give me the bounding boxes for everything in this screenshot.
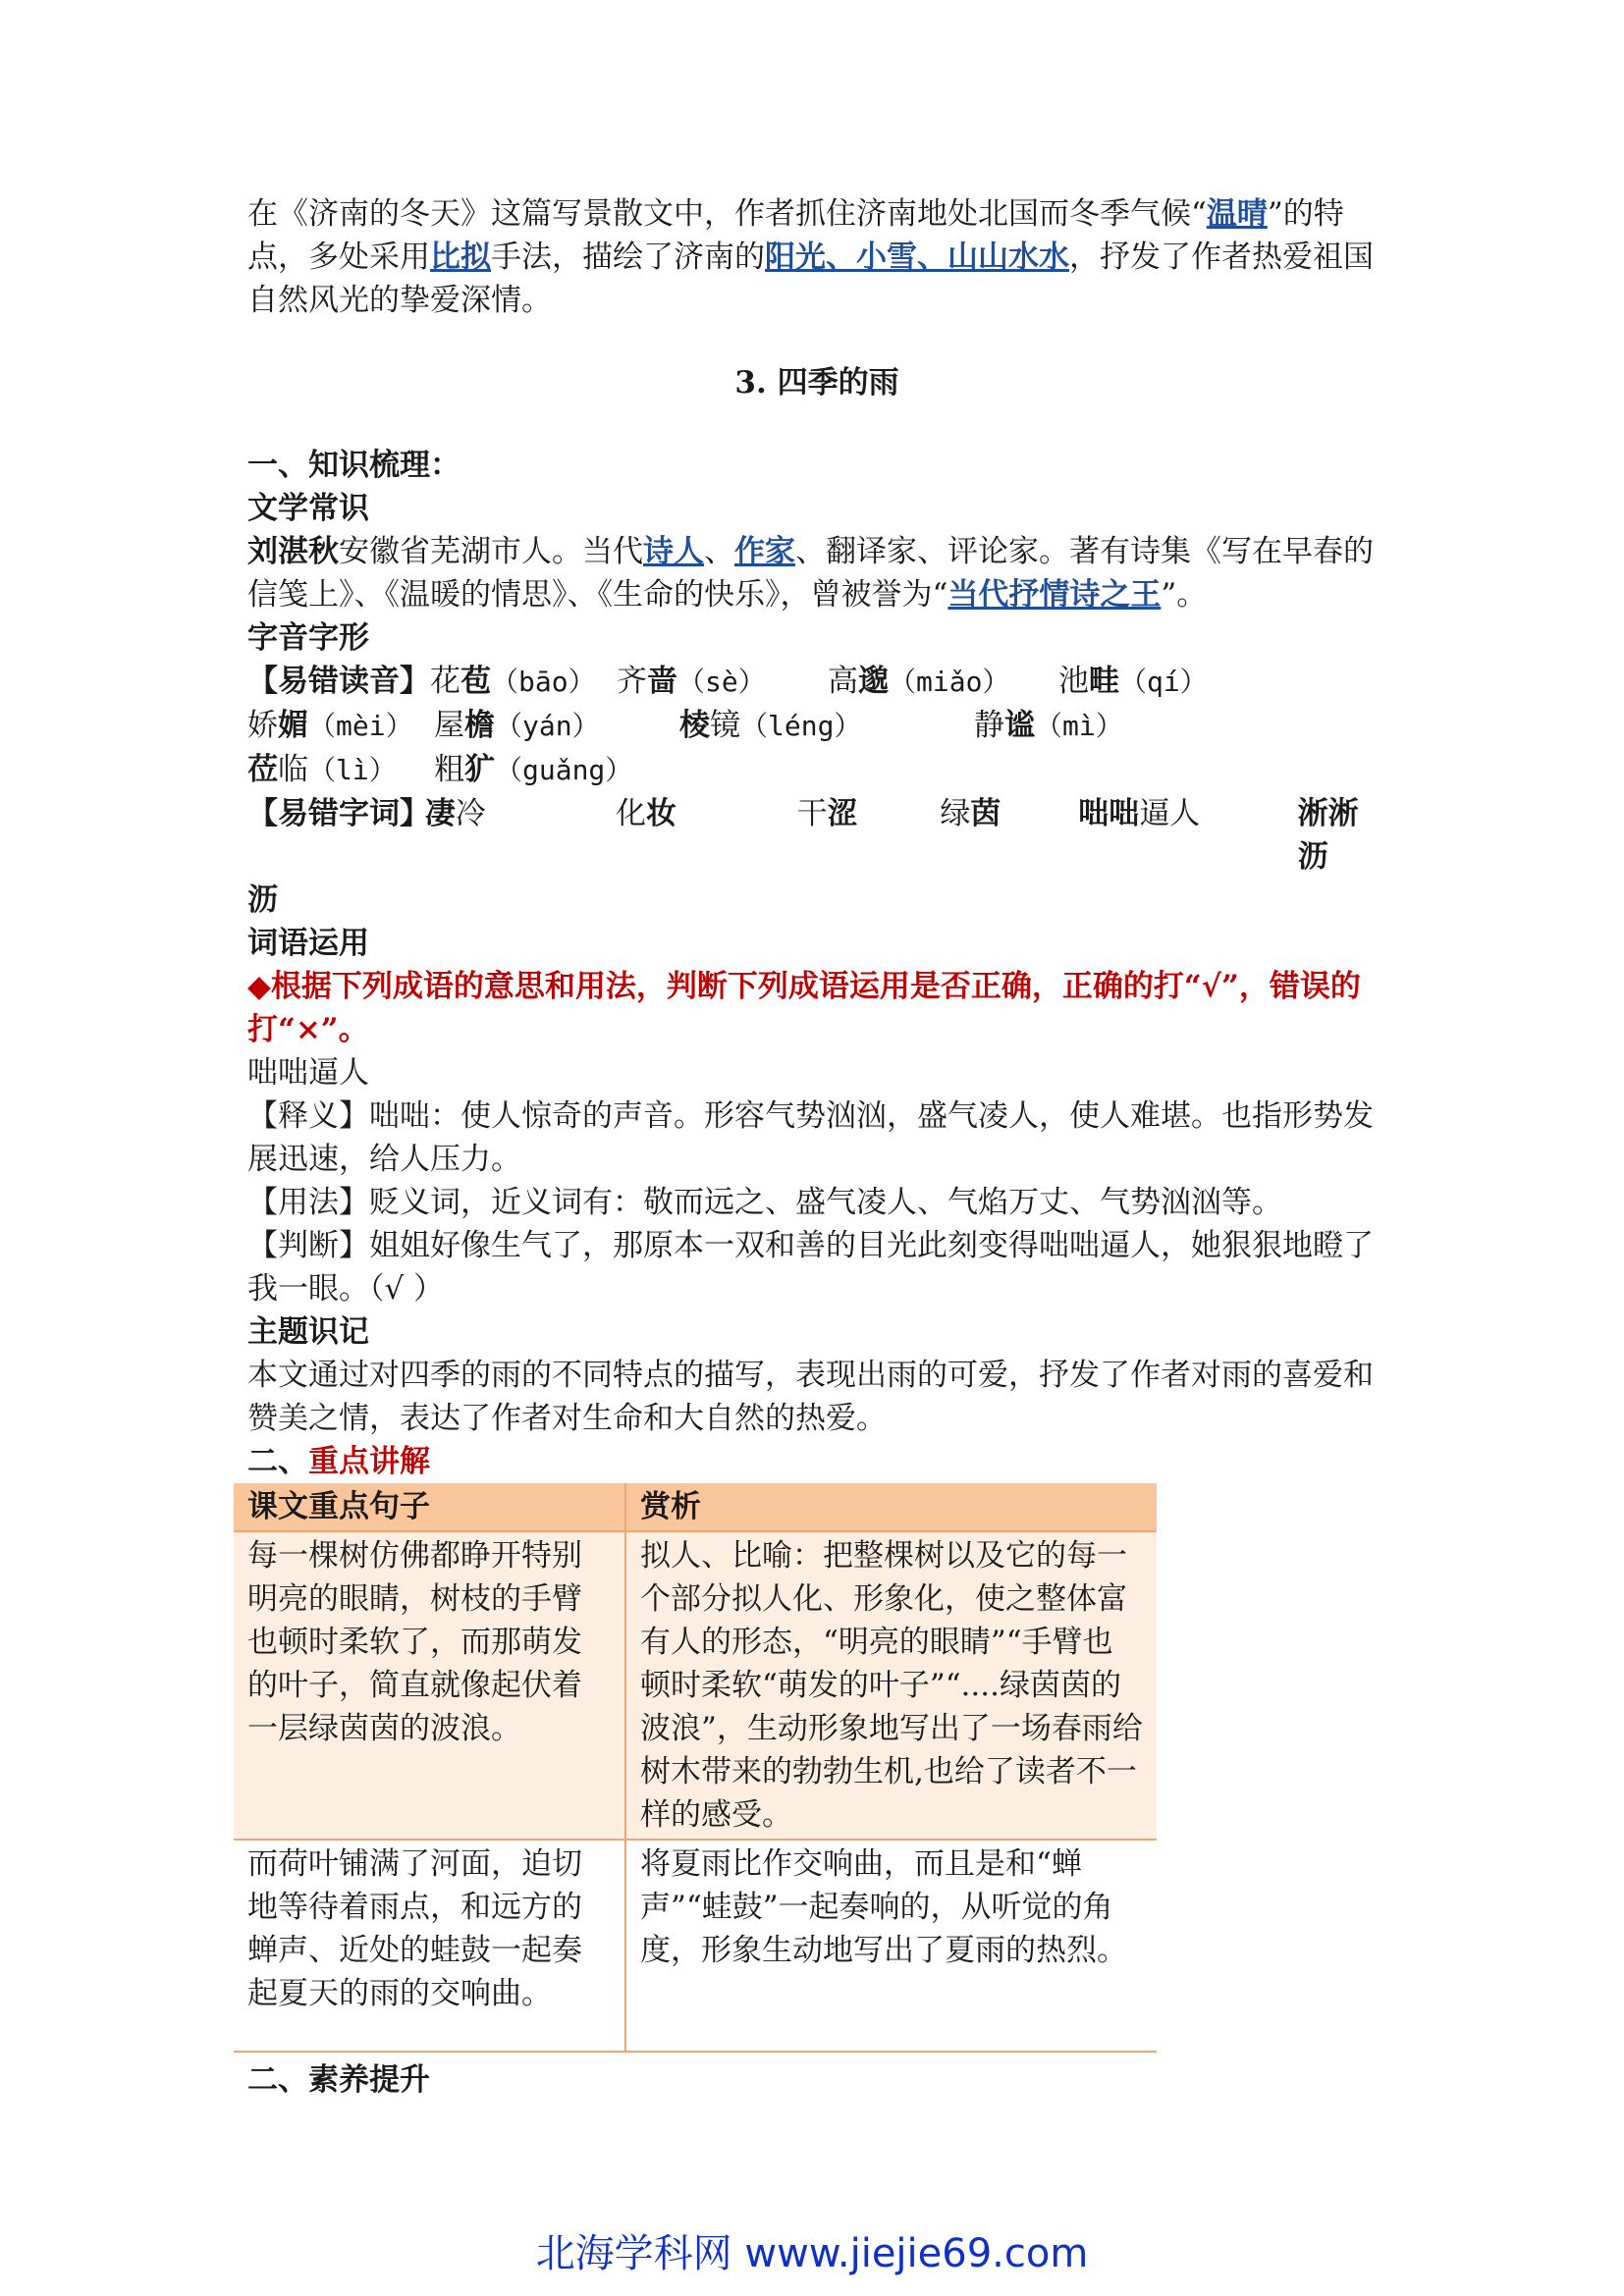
intro-text: 手法，描绘了济南的 [491, 240, 765, 275]
spelling-plain: 干 [796, 796, 828, 831]
pron-pinyin: （guǎng） [495, 754, 633, 786]
spelling-plain: 冷 [455, 796, 486, 831]
pron-item [974, 704, 1123, 748]
theme-heading: 主题识记 [247, 1314, 369, 1350]
spelling-item [616, 792, 797, 879]
pron-bold-char: 檐 [464, 708, 495, 743]
keyword-bini[interactable]: 比拟 [430, 240, 491, 275]
pron-bold-char: 谧 [1004, 708, 1035, 743]
pron-item [617, 660, 828, 704]
literature-heading: 文学常识 [247, 491, 369, 526]
pronunciation-label: 【易错读音】 [247, 664, 430, 699]
keyword-scenery[interactable]: 阳光、小雪、山山水水 [765, 240, 1069, 275]
keyword-lyric-king[interactable]: 当代抒情诗之王 [947, 577, 1162, 613]
pron-bold-char: 莅 [247, 752, 278, 787]
pron-pinyin: （mì） [1035, 710, 1123, 742]
footer-watermark: 北海学科网 www.jiejie69.com [535, 2231, 1089, 2276]
pron-item [434, 704, 679, 748]
pron-bold-char: 啬 [647, 664, 677, 699]
part3-heading: 二、素养提升 [247, 2062, 430, 2098]
spelling-bold: 妆 [646, 796, 677, 831]
pron-char: 高 [828, 664, 858, 699]
vocab-usage: 【用法】贬义词，近义词有：敬而远之、盛气凌人、气焰万丈、气势汹汹等。 [247, 1185, 1282, 1220]
pron-char: 池 [1058, 664, 1089, 699]
pron-bold-char: 苞 [460, 664, 491, 699]
pron-pinyin: （qí） [1119, 666, 1208, 698]
spelling-item [1078, 792, 1297, 879]
spelling-item [797, 792, 941, 879]
pronunciation-heading: 字音字形 [247, 620, 369, 656]
pron-char: 齐 [617, 664, 647, 699]
table-cell: 每一棵树仿佛都睁开特别明亮的眼睛，树枝的手臂也顿时柔软了，而那萌发的叶子，简直就像起伏着一层绿茵茵的波浪。 [234, 1531, 625, 1840]
spelling-bold: 凄 [424, 796, 456, 831]
spelling-item [940, 792, 1078, 879]
spelling-row [247, 792, 1386, 879]
vocab-heading: 词语运用 [247, 926, 369, 961]
pron-pinyin: （bāo） [491, 666, 596, 698]
spelling-plain: 逼人 [1139, 796, 1201, 831]
pron-bold-char: 畦 [1089, 664, 1119, 699]
pronunciation-row [247, 748, 1386, 792]
pron-char: 粗 [434, 752, 464, 787]
vocab-idiom: 咄咄逼人 [247, 1055, 369, 1091]
table-cell: 拟人、比喻：把整棵树以及它的每一个部分拟人化、形象化，使之整体富有人的形态，“明亮的眼睛”“手臂也顿时柔软“萌发的叶子”“....绿茵茵的波浪”，生动形象地写出了一场春雨给树木带来的勃勃生机,也给了读者不一样的感受。 [625, 1531, 1157, 1840]
part2-heading-prefix: 二、 [247, 1444, 308, 1479]
keyword-writer[interactable]: 作家 [734, 534, 795, 569]
spelling-bold: 咄咄 [1078, 796, 1140, 831]
table-header: 课文重点句子 [234, 1483, 625, 1531]
document-body [247, 192, 1386, 2102]
pron-bold-char: 犷 [464, 752, 495, 787]
vocab-instruction: ◆根据下列成语的意思和用法，判断下列成语运用是否正确，正确的打“√”，错误的打“×”。 [247, 969, 1361, 1047]
pron-bold-char: 棱 [679, 708, 710, 743]
intro-text: ，抒发了作者热爱祖国自然风光的挚爱深情。 [247, 240, 1374, 318]
author-text: 、翻译家、评论家。著有诗集《写在早春的信笺上》、《温暖的情思》、《生命的快乐》，曾被誉为“ [247, 534, 1374, 613]
author-text: ”。 [1161, 577, 1208, 613]
spelling-bold: 茵 [970, 796, 1001, 831]
spelling-bold: 淅淅沥 [1297, 796, 1359, 875]
pron-item [247, 704, 434, 748]
pron-char: 娇 [247, 708, 278, 743]
pron-item [679, 704, 974, 748]
intro-text: ”的特点，多处采用 [247, 196, 1344, 275]
pron-pinyin: （sè） [677, 666, 766, 698]
section-title: 3. 四季的雨 [734, 365, 899, 400]
spelling-plain: 绿 [940, 796, 971, 831]
pron-item [434, 748, 632, 792]
table-header-row [234, 1483, 1157, 1531]
analysis-table [234, 1483, 1157, 2053]
pron-char: 镜 [710, 708, 740, 743]
keyword-wenqing[interactable]: 温晴 [1206, 196, 1268, 232]
keyword-poet[interactable]: 诗人 [643, 534, 704, 569]
spelling-plain: 化 [616, 796, 647, 831]
pron-pinyin: （yán） [495, 710, 600, 742]
pron-char: 临 [278, 752, 308, 787]
pron-item [828, 660, 1058, 704]
spelling-wrap: 沥 [247, 882, 278, 918]
table-header: 赏析 [625, 1483, 1157, 1531]
author-text: 安徽省芜湖市人。当代 [339, 534, 643, 569]
intro-paragraph [247, 192, 1386, 322]
pron-item [430, 660, 617, 704]
spelling-item [425, 792, 616, 879]
pron-char: 花 [430, 664, 460, 699]
pron-bold-char: 媚 [278, 708, 308, 743]
pron-item [247, 748, 434, 792]
pron-pinyin: （mèi） [308, 710, 413, 742]
pron-char: 屋 [434, 708, 464, 743]
intro-text: 在《济南的冬天》这篇写景散文中，作者抓住济南地处北国而冬季气候“ [247, 196, 1207, 232]
table-cell: 将夏雨比作交响曲，而且是和“蝉声”“蛙鼓”一起奏响的，从听觉的角度，形象生动地写出了夏雨的热烈。 [625, 1840, 1157, 2052]
table-row [234, 1531, 1157, 1840]
spelling-label: 【易错字词】 [247, 796, 430, 831]
pron-bold-char: 邈 [858, 664, 889, 699]
pronunciation-row [247, 704, 1386, 748]
pron-item [1058, 660, 1255, 704]
part2-heading [247, 1440, 1386, 1483]
separator: 、 [704, 534, 734, 569]
pronunciation-row [247, 660, 1386, 704]
pron-pinyin: （lì） [308, 754, 397, 786]
table-cell: 而荷叶铺满了河面，迫切地等待着雨点，和远方的蝉声、近处的蛙鼓一起奏起夏天的雨的交响曲。 [234, 1840, 625, 2052]
pron-char: 静 [974, 708, 1004, 743]
pron-pinyin: （miǎo） [889, 666, 1010, 698]
author-paragraph [247, 530, 1386, 616]
author-name: 刘湛秋 [247, 534, 339, 569]
vocab-meaning: 【释义】咄咄：使人惊奇的声音。形容气势汹汹，盛气凌人，使人难堪。也指形势发展迅速，给人压力。 [247, 1098, 1374, 1177]
pron-pinyin: （léng） [740, 710, 862, 742]
theme-text: 本文通过对四季的雨的不同特点的描写，表现出雨的可爱，抒发了作者对雨的喜爱和赞美之情，表达了作者对生命和大自然的热爱。 [247, 1358, 1374, 1436]
vocab-judge: 【判断】姐姐好像生气了，那原本一双和善的目光此刻变得咄咄逼人，她狠狠地瞪了我一眼。（√ ） [247, 1228, 1374, 1307]
part2-heading-red: 重点讲解 [308, 1444, 430, 1479]
spelling-bold: 涩 [827, 796, 858, 831]
part1-heading: 一、知识梳理： [247, 448, 460, 483]
table-row [234, 1840, 1157, 2052]
